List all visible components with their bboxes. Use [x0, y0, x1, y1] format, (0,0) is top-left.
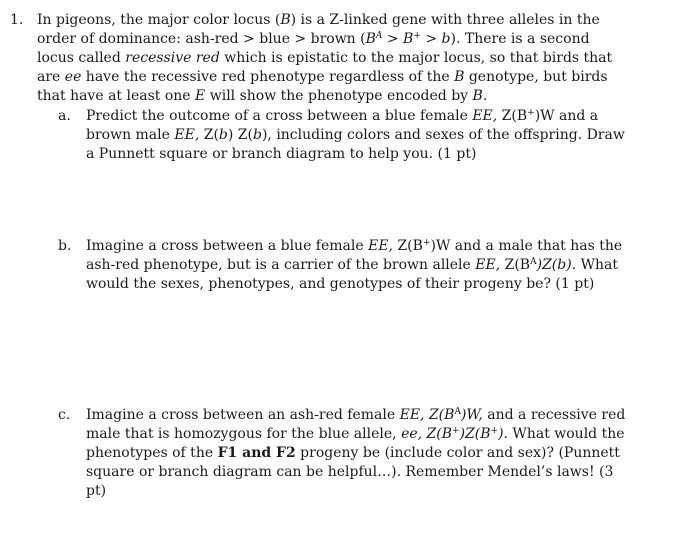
text-run: ) is a Z-linked gene with three alleles in the order of dominance: ash-red > blue > brown (: [37, 12, 600, 47]
italic-run: B: [454, 69, 465, 85]
allele-bplus: B+: [403, 31, 421, 47]
question-number: 1.: [10, 12, 24, 28]
italic-run: B: [280, 12, 291, 28]
part-a: [58, 107, 628, 164]
text-run: In pigeons, the major color locus (: [37, 12, 281, 28]
text-run: >: [420, 31, 442, 47]
part-b-letter: b.: [58, 238, 72, 254]
text-run: have the recessive red phenotype regardless of the: [81, 69, 455, 85]
allele-ba: $B^A$: [365, 31, 383, 47]
italic-run: B.: [472, 88, 488, 104]
part-c-text: Imagine a cross between an ash-red female EE, $Z(B^A)W$, and a recessive red male that is homozygous for the blue allele, ee, Z(B+)Z(B+). What would the phenotypes of the F1 and F2 progeny be (include color and sex)? (Punnett square or branch diagram can be helpful…). Remember Mendel’s laws! (3 pt): [86, 407, 626, 499]
italic-run: ee: [64, 69, 82, 85]
part-c: [58, 406, 628, 501]
question-1: [10, 11, 630, 106]
question-1-text: [37, 11, 630, 106]
text-run: genotype, but birds that have at least one: [37, 69, 608, 104]
text-run: ). There is a second locus called: [37, 31, 590, 66]
text-run: which is epistatic to the major locus, so that birds that are: [37, 50, 613, 85]
text-run: >: [382, 31, 404, 47]
part-a-text: Predict the outcome of a cross between a blue female EE, Z(B+)W and a brown male EE, Z(b) Z(b), including colors and sexes of the offspring. Draw a Punnett square or branch diagram to help you. (1 pt): [86, 108, 625, 162]
part-b-text: Imagine a cross between a blue female EE, Z(B+)W and a male that has the ash-red phenotype, but is a carrier of the brown allele EE, $Z(B^A)Z(b)$. What would the sexes, phenotypes, and genotypes of their progeny be? (1 pt): [86, 238, 623, 292]
part-a-letter: a.: [58, 108, 71, 124]
italic-run: E: [195, 88, 206, 104]
part-c-letter: c.: [58, 407, 71, 423]
text-run: will show the phenotype encoded by: [205, 88, 473, 104]
allele-b: b: [441, 31, 451, 47]
italic-run: recessive red: [125, 50, 220, 66]
part-b: [58, 237, 628, 294]
